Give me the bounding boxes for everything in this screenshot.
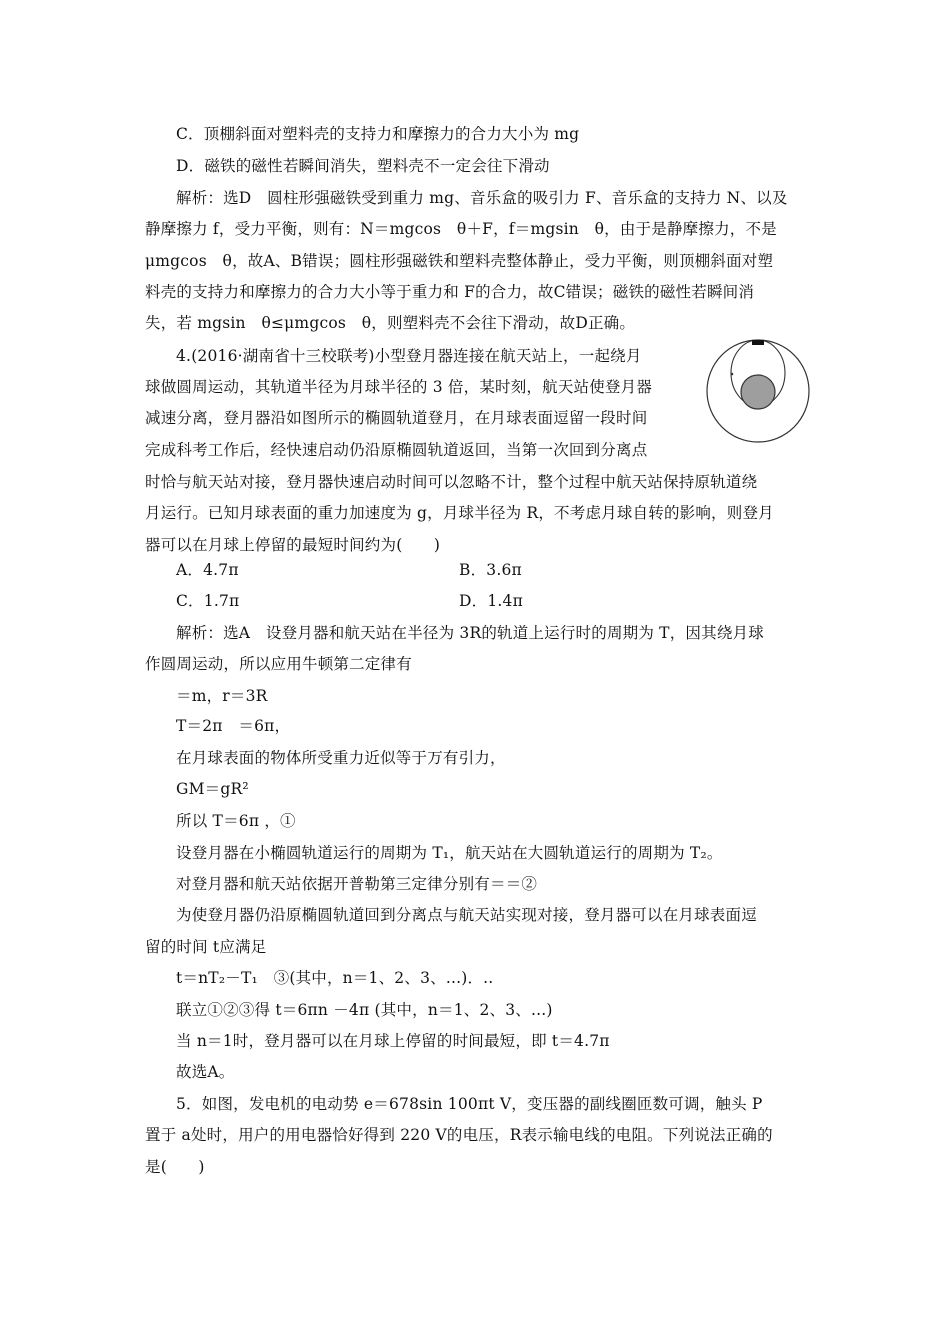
equation-line: GM＝gR² <box>176 780 249 798</box>
analysis-q3-line: 解析：选D 圆柱形强磁铁受到重力 mg、音乐盒的吸引力 F、音乐盒的支持力 N、以及 <box>176 189 788 207</box>
question-4-stem: 球做圆周运动，其轨道半径为月球半径的 3 倍，某时刻，航天站使登月器 <box>145 378 653 396</box>
equation-line: 联立①②③得 t＝6πn －4π (其中，n＝1、2、3、...) <box>176 1001 553 1019</box>
analysis-q4-line: 为使登月器仍沿原椭圆轨道回到分离点与航天站实现对接，登月器可以在月球表面逗 <box>176 906 757 924</box>
analysis-q3-line: μmgcos θ，故A、B错误；圆柱形强磁铁和塑料壳整体静止，受力平衡，则顶棚斜面对塑 <box>145 252 774 270</box>
equation-line: ＝m，r＝3R <box>176 687 268 705</box>
orbit-diagram <box>703 336 813 446</box>
analysis-q3-line: 失，若 mgsin θ≤μmgcos θ，则塑料壳不会往下滑动，故D正确。 <box>145 314 636 332</box>
equation-line: T＝2π ＝6π， <box>176 717 291 735</box>
question-5-stem: 置于 a处时，用户的用电器恰好得到 220 V的电压，R表示输电线的电阻。下列说法正确的 <box>145 1126 773 1144</box>
question-5-stem: 是( ) <box>145 1158 205 1176</box>
option-c-q3: C．顶棚斜面对塑料壳的支持力和摩擦力的合力大小为 mg <box>176 125 580 143</box>
analysis-q4-line: 当 n＝1时，登月器可以在月球上停留的时间最短，即 t＝4.7π <box>176 1032 610 1050</box>
option-c-q4: C．1.7π <box>176 592 240 610</box>
option-a-q4: A．4.7π <box>176 561 239 579</box>
question-4-stem: 时恰与航天站对接，登月器快速启动时间可以忽略不计，整个过程中航天站保持原轨道绕 <box>145 473 758 491</box>
analysis-q3-line: 料壳的支持力和摩擦力的合力大小等于重力和 F的合力，故C错误；磁铁的磁性若瞬间消 <box>145 283 755 301</box>
question-4-stem: 器可以在月球上停留的最短时间约为( ) <box>145 536 441 554</box>
analysis-q4-line: 解析：选A 设登月器和航天站在半径为 3R的轨道上运行时的周期为 T，因其绕月球 <box>176 624 764 642</box>
analysis-q4-line: 作圆周运动，所以应用牛顿第二定律有 <box>145 655 412 673</box>
analysis-q4-line: 对登月器和航天站依据开普勒第三定律分别有＝＝② <box>176 875 538 893</box>
equation-line: t＝nT₂－T₁ ③(其中，n＝1、2、3、...)．.. <box>176 969 494 987</box>
question-4-stem: 完成科考工作后，经快速启动仍沿原椭圆轨道返回，当第一次回到分离点 <box>145 441 648 459</box>
question-5-stem: 5．如图，发电机的电动势 e＝678sin 100πt V，变压器的副线圈匝数可调，触头 P <box>176 1095 763 1113</box>
option-d-q3: D．磁铁的磁性若瞬间消失，塑料壳不一定会往下滑动 <box>176 157 550 175</box>
analysis-q4-line: 在月球表面的物体所受重力近似等于万有引力， <box>176 749 506 767</box>
orbit-marker <box>731 373 734 376</box>
analysis-q4-line: 留的时间 t应满足 <box>145 938 267 956</box>
question-4-stem: 4.(2016·湖南省十三校联考)小型登月器连接在航天站上，一起绕月 <box>176 347 642 365</box>
moon <box>741 375 775 409</box>
option-b-q4: B．3.6π <box>459 561 522 579</box>
option-d-q4: D．1.4π <box>459 592 523 610</box>
analysis-q3-line: 静摩擦力 f，受力平衡，则有：N＝mgcos θ＋F，f＝mgsin θ，由于是静摩擦力，不是 <box>145 220 777 238</box>
lander-station <box>752 340 764 345</box>
analysis-q4-conclusion: 故选A。 <box>176 1063 235 1081</box>
analysis-q4-line: 设登月器在小椭圆轨道运行的周期为 T₁，航天站在大圆轨道运行的周期为 T₂。 <box>176 844 723 862</box>
question-4-stem: 减速分离，登月器沿如图所示的椭圆轨道登月，在月球表面逗留一段时间 <box>145 409 648 427</box>
equation-line: 所以 T＝6π ，① <box>176 812 296 830</box>
question-4-stem: 月运行。已知月球表面的重力加速度为 g，月球半径为 R，不考虑月球自转的影响，则登月 <box>145 504 774 522</box>
